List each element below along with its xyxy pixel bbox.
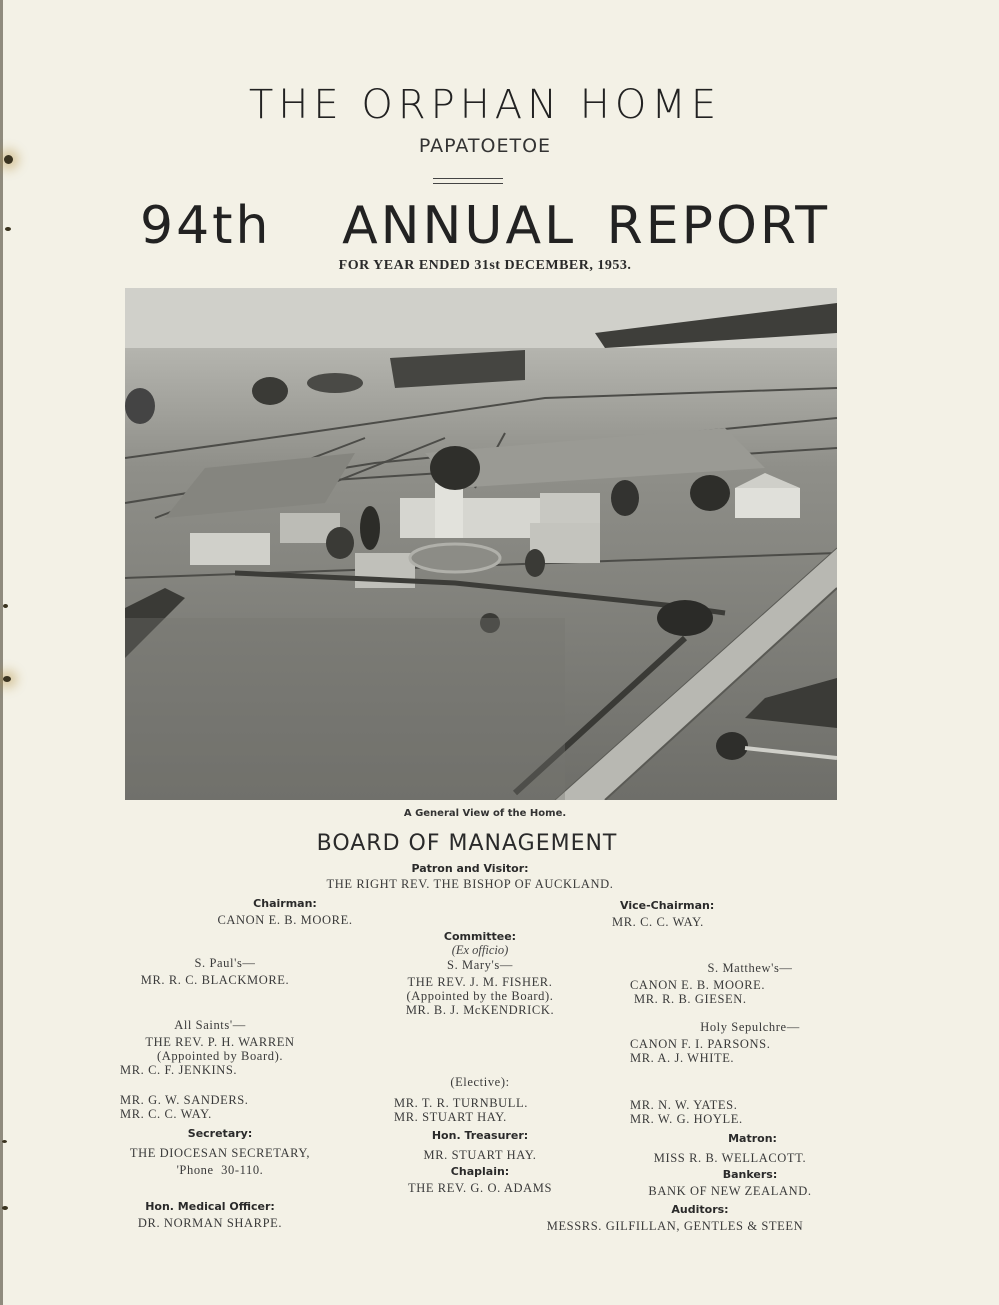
page-edge [0, 0, 3, 1305]
member-name: MR. R. B. GIESEN. [634, 992, 747, 1006]
document-title: THE ORPHAN HOME [248, 82, 722, 128]
committee-label: Committee: [443, 930, 517, 943]
patron-block [260, 862, 680, 891]
treasurer-block [370, 1129, 590, 1162]
binding-hole-mark [2, 1140, 7, 1143]
parish-s-marys [370, 958, 590, 1017]
parish-name: S. Matthew's— [707, 961, 793, 975]
member-name: MR. C. F. JENKINS. [120, 1063, 238, 1077]
report-ordinal: 94th [140, 196, 272, 256]
patron-label: Patron and Visitor: [411, 862, 529, 875]
committee-header [370, 930, 590, 958]
member-name: CANON F. I. PARSONS. [630, 1037, 771, 1051]
member-name: MR. R. C. BLACKMORE. [140, 973, 290, 987]
elective-members-middle [394, 1096, 594, 1124]
binding-hole-mark [5, 227, 11, 231]
chairman-label: Chairman: [253, 897, 317, 910]
medical-officer-block [100, 1200, 320, 1230]
member-name: MR. T. R. TURNBULL. [394, 1096, 528, 1110]
chairman-name: CANON E. B. MOORE. [217, 913, 353, 927]
member-name: CANON E. B. MOORE. [630, 978, 766, 992]
treasurer-name: MR. STUART HAY. [423, 1148, 537, 1162]
bankers-name: BANK OF NEW ZEALAND. [648, 1184, 812, 1198]
chaplain-name: THE REV. G. O. ADAMS [407, 1181, 553, 1195]
secretary-name: THE DIOCESAN SECRETARY, [129, 1146, 311, 1160]
appointment-note: (Appointed by Board). [156, 1049, 284, 1063]
medical-officer-label: Hon. Medical Officer: [145, 1200, 275, 1213]
parish-all-saints [115, 1018, 325, 1077]
chaplain-label: Chaplain: [450, 1165, 510, 1178]
bankers-label: Bankers: [722, 1168, 778, 1181]
binding-hole-mark [2, 1206, 8, 1210]
member-name: THE REV. J. M. FISHER. [407, 975, 553, 989]
member-name: MR. N. W. YATES. [630, 1098, 738, 1112]
parish-name: All Saints'— [174, 1018, 246, 1032]
patron-name: THE RIGHT REV. THE BISHOP OF AUCKLAND. [326, 877, 614, 891]
matron-name: MISS R. B. WELLACOTT. [653, 1151, 807, 1165]
member-name: MR. W. G. HOYLE. [630, 1112, 743, 1126]
auditors-name: MESSRS. GILFILLAN, GENTLES & STEEN [546, 1219, 804, 1233]
report-word-annual: ANNUAL [342, 196, 577, 256]
auditors-block [520, 1203, 830, 1233]
secretary-block [100, 1127, 340, 1177]
report-period: FOR YEAR ENDED 31st DECEMBER, 1953. [338, 258, 632, 273]
ex-officio-label: (Ex officio) [451, 943, 509, 957]
auditors-label: Auditors: [671, 1203, 729, 1216]
parish-holy-sepulchre [620, 1020, 830, 1065]
board-title: BOARD OF MANAGEMENT [316, 831, 618, 856]
treasurer-label: Hon. Treasurer: [431, 1129, 529, 1142]
secretary-phone: 'Phone 30-110. [176, 1163, 264, 1177]
member-name: MR. C. C. WAY. [120, 1107, 212, 1121]
appointment-note: (Appointed by the Board). [406, 989, 554, 1003]
bankers-block [630, 1168, 830, 1198]
vice-chairman-name: MR. C. C. WAY. [612, 915, 704, 929]
report-heading [140, 196, 830, 256]
member-name: MR. B. J. McKENDRICK. [405, 1003, 555, 1017]
secretary-label: Secretary: [187, 1127, 253, 1140]
location-subtitle: PAPATOETOE [418, 135, 552, 157]
elective-label-block [370, 1075, 590, 1089]
elective-members-left [120, 1093, 320, 1121]
parish-name: S. Mary's— [447, 958, 513, 972]
binding-hole-mark [3, 676, 11, 682]
parish-name: S. Paul's— [194, 956, 256, 970]
vice-chairman-label: Vice-Chairman: [620, 899, 715, 912]
parish-s-matthews [620, 961, 830, 1006]
parish-s-pauls [110, 956, 320, 987]
member-name: MR. STUART HAY. [394, 1110, 507, 1124]
member-name: MR. A. J. WHITE. [630, 1051, 735, 1065]
elective-members-right [630, 1098, 830, 1126]
elective-label: (Elective): [450, 1075, 510, 1089]
matron-label: Matron: [728, 1132, 777, 1145]
matron-block [630, 1132, 830, 1165]
aerial-photo [125, 288, 837, 800]
chaplain-block [370, 1165, 590, 1195]
parish-name: Holy Sepulchre— [700, 1020, 800, 1034]
member-name: THE REV. P. H. WARREN [145, 1035, 295, 1049]
medical-officer-name: DR. NORMAN SHARPE. [137, 1216, 283, 1230]
photo-caption: A General View of the Home. [403, 808, 567, 819]
chairman-block [185, 897, 385, 927]
double-rule-divider [433, 178, 503, 184]
binding-hole-mark [3, 604, 8, 608]
member-name: MR. G. W. SANDERS. [120, 1093, 249, 1107]
vice-chairman-block [590, 899, 740, 929]
report-word-report: REPORT [606, 196, 830, 256]
